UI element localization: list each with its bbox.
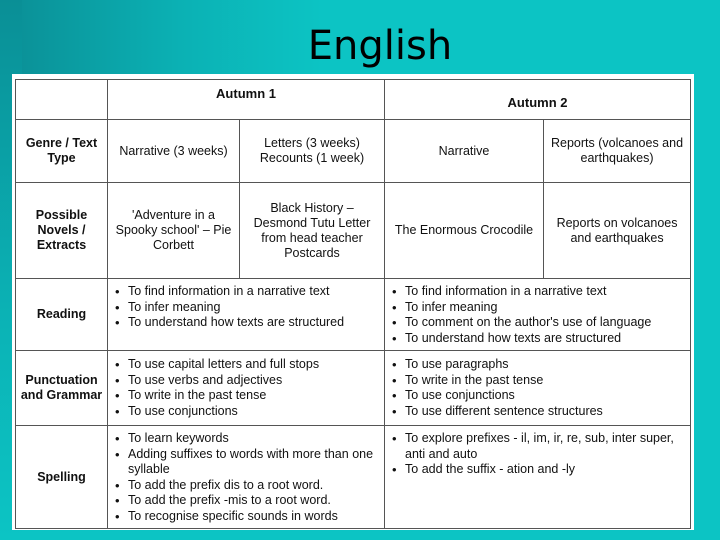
list-item: • To write in the past tense (128, 388, 380, 404)
spelling-row (16, 426, 691, 529)
term-autumn-1: Autumn 1 (108, 80, 385, 120)
genre-autumn1-left: Narrative (3 weeks) (108, 120, 240, 183)
list-item: • To use verbs and adjectives (128, 373, 380, 389)
row-label-reading: Reading (16, 279, 108, 351)
list-item: • To use conjunctions (128, 404, 380, 420)
list-item: • To use paragraphs (405, 357, 686, 373)
list-item: • To use capital letters and full stops (128, 357, 380, 373)
list-item: • To add the suffix - ation and -ly (405, 462, 686, 478)
list-item: • To infer meaning (405, 300, 686, 316)
novels-autumn1-right: Black History – Desmond Tutu Letter from head teacher Postcards (240, 183, 385, 279)
reading-autumn1 (108, 279, 385, 351)
spelling-autumn2 (385, 426, 691, 529)
novels-autumn1-left: 'Adventure in a Spooky school' – Pie Corbett (108, 183, 240, 279)
punctuation-autumn2 (385, 351, 691, 426)
list-item: • Adding suffixes to words with more than one syllable (128, 447, 380, 478)
reading-autumn2 (385, 279, 691, 351)
genre-autumn2-left: Narrative (385, 120, 544, 183)
punctuation-autumn1 (108, 351, 385, 426)
page-title: English (307, 23, 453, 69)
novels-autumn2-right: Reports on volcanoes and earthquakes (544, 183, 691, 279)
list-item: • To explore prefixes - il, im, ir, re, sub, inter super, anti and auto (405, 431, 686, 462)
row-label-spelling: Spelling (16, 426, 108, 529)
reading-row (16, 279, 691, 351)
term-header-row (16, 80, 691, 120)
list-item: • To use conjunctions (405, 388, 686, 404)
list-item: • To understand how texts are structured (128, 315, 380, 331)
genre-autumn1-right: Letters (3 weeks) Recounts (1 week) (240, 120, 385, 183)
spelling-autumn1 (108, 426, 385, 529)
novels-row (16, 183, 691, 279)
list-item: • To infer meaning (128, 300, 380, 316)
row-label-novels: Possible Novels / Extracts (16, 183, 108, 279)
corner-cell (16, 80, 108, 120)
list-item: • To comment on the author's use of language (405, 315, 686, 331)
list-item: • To learn keywords (128, 431, 380, 447)
list-item: • To recognise specific sounds in words (128, 509, 380, 525)
list-item: • To add the prefix -mis to a root word. (128, 493, 380, 509)
punctuation-row (16, 351, 691, 426)
term-autumn-2: Autumn 2 (385, 80, 691, 120)
list-item: • To understand how texts are structured (405, 331, 686, 347)
list-item: • To find information in a narrative text (128, 284, 380, 300)
curriculum-table (15, 79, 691, 529)
list-item: • To find information in a narrative text (405, 284, 686, 300)
genre-autumn2-right: Reports (volcanoes and earthquakes) (544, 120, 691, 183)
novels-autumn2-left: The Enormous Crocodile (385, 183, 544, 279)
genre-row (16, 120, 691, 183)
list-item: • To add the prefix dis to a root word. (128, 478, 380, 494)
list-item: • To write in the past tense (405, 373, 686, 389)
row-label-punctuation: Punctuation and Grammar (16, 351, 108, 426)
row-label-genre: Genre / Text Type (16, 120, 108, 183)
list-item: • To use different sentence structures (405, 404, 686, 420)
